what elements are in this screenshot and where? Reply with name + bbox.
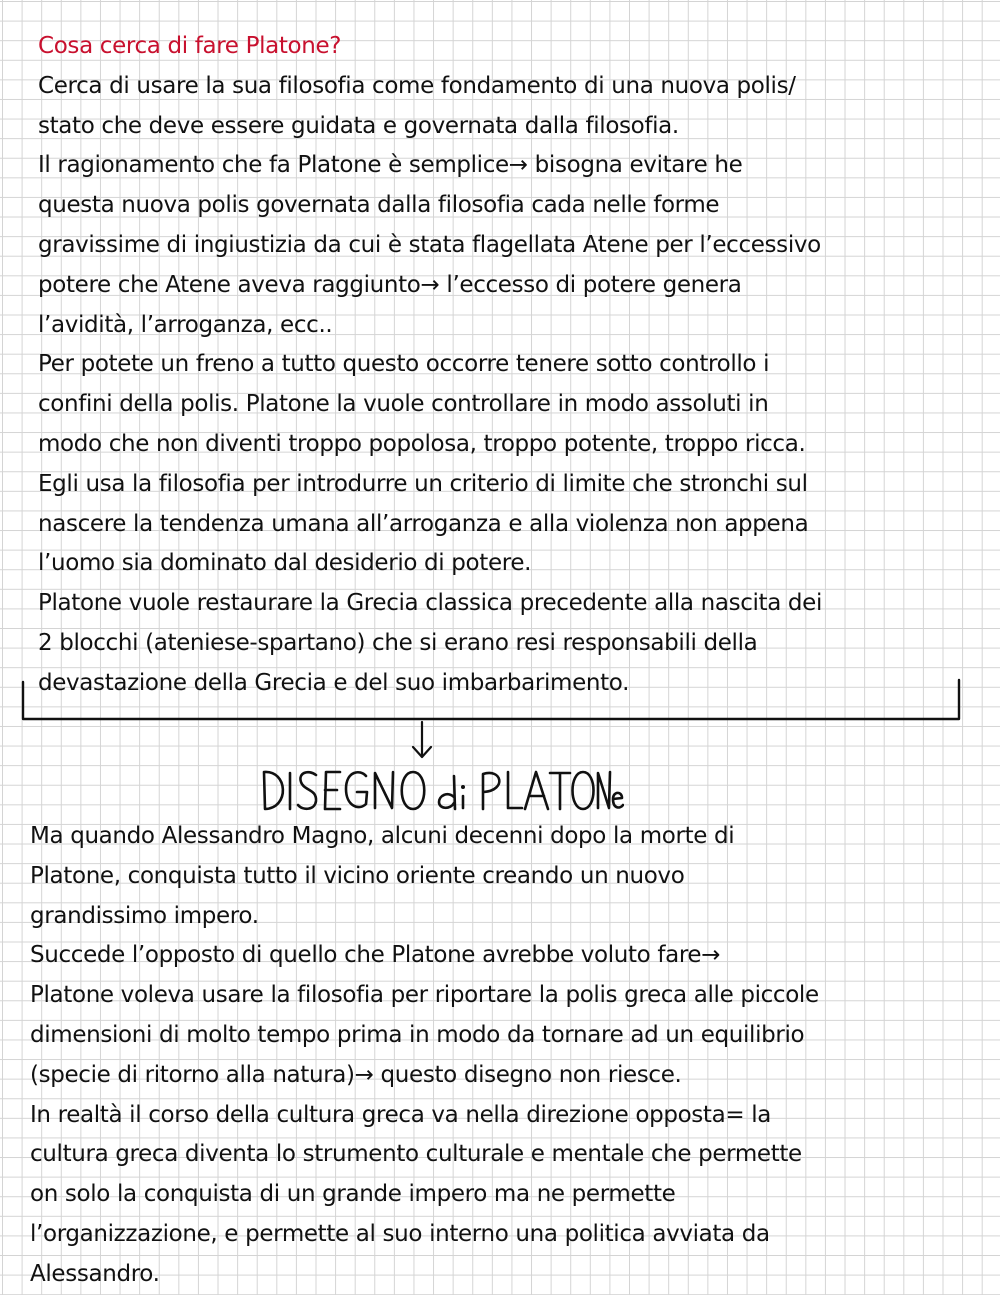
note-line: potere che Atene aveva raggiunto→ l’eccesso di potere genera	[38, 271, 742, 298]
note-line: Per potete un freno a tutto questo occorre tenere sotto controllo i	[38, 351, 770, 378]
note-line: Ma quando Alessandro Magno, alcuni decenni dopo la morte di	[30, 823, 735, 849]
note-line: grandissimo impero.	[30, 902, 259, 929]
note-line: Platone vuole restaurare la Grecia classica precedente alla nascita dei	[38, 590, 823, 617]
note-line: l’organizzazione, e permette al suo interno una politica avviata da	[30, 1220, 770, 1247]
note-line: Il ragionamento che fa Platone è semplice→ bisogna evitare he	[38, 152, 743, 179]
note-section-platone-goal	[38, 27, 822, 704]
note-line: devastazione della Grecia e del suo imbarbarimento.	[38, 669, 630, 696]
note-line: 2 blocchi (ateniese-spartano) che si erano resi responsabili della	[38, 629, 758, 656]
note-line: modo che non diventi troppo popolosa, troppo potente, troppo ricca.	[38, 430, 806, 457]
note-line: gravissime di ingiustizia da cui è stata flagellata Atene per l’eccessivo	[38, 231, 821, 258]
summary-label-handwritten	[258, 761, 624, 817]
note-line: Platone, conquista tutto il vicino oriente creando un nuovo	[30, 862, 685, 889]
note-line: l’avidità, l’arroganza, ecc..	[38, 311, 333, 338]
note-line: nascere la tendenza umana all’arroganza e alla violenza non appena	[38, 510, 809, 537]
note-line: Platone voleva usare la filosofia per riportare la polis greca alle piccole	[30, 982, 819, 1009]
question-heading: Cosa cerca di fare Platone?	[38, 33, 342, 59]
note-line: Egli usa la filosofia per introdurre un criterio di limite che stronchi sul	[38, 470, 808, 497]
note-line: (specie di ritorno alla natura)→ questo disegno non riesce.	[30, 1061, 682, 1088]
note-line: cultura greca diventa lo strumento culturale e mentale che permette	[30, 1141, 802, 1168]
note-line: Succede l’opposto di quello che Platone avrebbe voluto fare→	[30, 942, 721, 969]
note-line: questa nuova polis governata dalla filosofia cada nelle forme	[38, 192, 720, 219]
summary-bracket	[18, 676, 968, 766]
note-line: dimensioni di molto tempo prima in modo da tornare ad un equilibrio	[30, 1021, 805, 1048]
note-line: stato che deve essere guidata e governata dalla filosofia.	[38, 112, 679, 139]
note-line: Alessandro.	[30, 1260, 160, 1287]
note-line: confini della polis. Platone la vuole controllare in modo assoluti in	[38, 391, 769, 418]
note-line: In realtà il corso della cultura greca va nella direzione opposta= la	[30, 1101, 772, 1128]
note-line: on solo la conquista di un grande impero ma ne permette	[30, 1181, 676, 1208]
note-section-alessandro	[30, 817, 819, 1295]
note-line: Cerca di usare la sua filosofia come fondamento di una nuova polis/	[38, 72, 796, 99]
note-line: l’uomo sia dominato dal desiderio di potere.	[38, 550, 532, 577]
